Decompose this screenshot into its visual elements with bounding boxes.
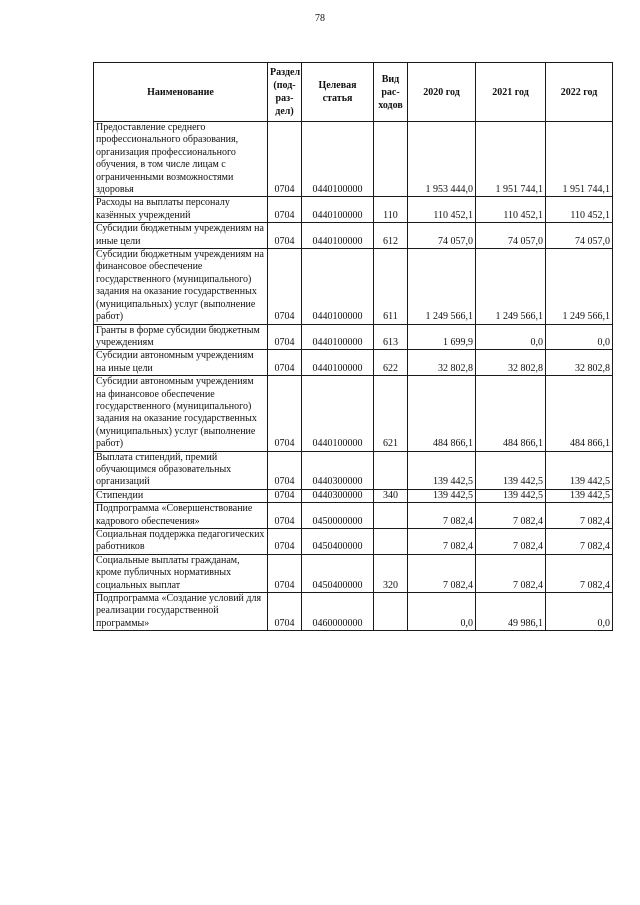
- cell-2021: 110 452,1: [476, 197, 546, 223]
- cell-section: 0704: [268, 529, 302, 555]
- cell-target: 0450400000: [302, 529, 374, 555]
- cell-section: 0704: [268, 223, 302, 249]
- cell-2022: 1 249 566,1: [546, 249, 613, 324]
- cell-2020: 74 057,0: [408, 223, 476, 249]
- table-row: [94, 324, 613, 350]
- cell-expense-type: 110: [374, 197, 408, 223]
- cell-expense-type: [374, 122, 408, 197]
- table-row: [94, 197, 613, 223]
- page-number: 78: [315, 13, 325, 24]
- cell-section: 0704: [268, 451, 302, 489]
- cell-target: 0440100000: [302, 350, 374, 376]
- cell-2021: 1 951 744,1: [476, 122, 546, 197]
- header-2022: 2022 год: [546, 63, 613, 122]
- cell-2021: 7 082,4: [476, 503, 546, 529]
- cell-2022: 32 802,8: [546, 350, 613, 376]
- cell-section: 0704: [268, 122, 302, 197]
- cell-expense-type: [374, 503, 408, 529]
- cell-2021: 0,0: [476, 324, 546, 350]
- cell-name: Гранты в форме субсидии бюджетным учреждениям: [94, 324, 268, 350]
- cell-name: Социальная поддержка педагогических работников: [94, 529, 268, 555]
- cell-section: 0704: [268, 489, 302, 502]
- table-row: [94, 223, 613, 249]
- cell-2020: 139 442,5: [408, 489, 476, 502]
- cell-expense-type: 340: [374, 489, 408, 502]
- cell-section: 0704: [268, 554, 302, 592]
- cell-section: 0704: [268, 593, 302, 631]
- cell-target: 0440100000: [302, 376, 374, 451]
- cell-target: 0440100000: [302, 324, 374, 350]
- table-row: [94, 503, 613, 529]
- cell-name: Субсидии автономным учреждениям на иные цели: [94, 350, 268, 376]
- cell-2020: 1 953 444,0: [408, 122, 476, 197]
- cell-section: 0704: [268, 197, 302, 223]
- cell-name: Выплата стипендий, премий обучающимся образовательных организаций: [94, 451, 268, 489]
- cell-2022: 1 951 744,1: [546, 122, 613, 197]
- table-row: [94, 249, 613, 324]
- cell-2022: 0,0: [546, 324, 613, 350]
- cell-2021: 1 249 566,1: [476, 249, 546, 324]
- cell-2021: 74 057,0: [476, 223, 546, 249]
- budget-table: [93, 62, 613, 631]
- cell-target: 0450000000: [302, 503, 374, 529]
- cell-expense-type: 320: [374, 554, 408, 592]
- cell-2022: 110 452,1: [546, 197, 613, 223]
- cell-2022: 7 082,4: [546, 529, 613, 555]
- cell-2022: 484 866,1: [546, 376, 613, 451]
- table-row: [94, 529, 613, 555]
- cell-2020: 484 866,1: [408, 376, 476, 451]
- cell-2020: 32 802,8: [408, 350, 476, 376]
- cell-target: 0440300000: [302, 489, 374, 502]
- cell-section: 0704: [268, 376, 302, 451]
- cell-expense-type: [374, 593, 408, 631]
- cell-section: 0704: [268, 324, 302, 350]
- table-row: [94, 554, 613, 592]
- cell-2020: 0,0: [408, 593, 476, 631]
- cell-2020: 7 082,4: [408, 529, 476, 555]
- cell-name: Стипендии: [94, 489, 268, 502]
- cell-target: 0450400000: [302, 554, 374, 592]
- header-2020: 2020 год: [408, 63, 476, 122]
- header-2021: 2021 год: [476, 63, 546, 122]
- header-section: Раздел (под-раз-дел): [268, 63, 302, 122]
- cell-expense-type: 611: [374, 249, 408, 324]
- cell-name: Социальные выплаты гражданам, кроме публичных нормативных социальных выплат: [94, 554, 268, 592]
- cell-name: Субсидии автономным учреждениям на финансовое обеспечение государственного (муниципального) задания на оказание государственных (муниципальных) услуг (выполнение работ): [94, 376, 268, 451]
- cell-name: Подпрограмма «Совершенствование кадрового обеспечения»: [94, 503, 268, 529]
- cell-section: 0704: [268, 249, 302, 324]
- cell-name: Расходы на выплаты персоналу казённых учреждений: [94, 197, 268, 223]
- cell-2021: 7 082,4: [476, 554, 546, 592]
- header-expense-type: Вид рас-ходов: [374, 63, 408, 122]
- table-row: [94, 350, 613, 376]
- cell-2021: 7 082,4: [476, 529, 546, 555]
- cell-expense-type: [374, 529, 408, 555]
- cell-2020: 1 249 566,1: [408, 249, 476, 324]
- table-row: [94, 122, 613, 197]
- table-row: [94, 593, 613, 631]
- table-row: [94, 489, 613, 502]
- cell-section: 0704: [268, 503, 302, 529]
- cell-name: Субсидии бюджетным учреждениям на финансовое обеспечение государственного (муниципального) задания на оказание государственных (муниципальных) услуг (выполнение работ): [94, 249, 268, 324]
- cell-target: 0440100000: [302, 122, 374, 197]
- cell-2022: 74 057,0: [546, 223, 613, 249]
- cell-expense-type: 622: [374, 350, 408, 376]
- cell-2022: 139 442,5: [546, 489, 613, 502]
- table-row: [94, 451, 613, 489]
- cell-target: 0440100000: [302, 197, 374, 223]
- cell-target: 0460000000: [302, 593, 374, 631]
- cell-2020: 7 082,4: [408, 554, 476, 592]
- cell-target: 0440300000: [302, 451, 374, 489]
- cell-2021: 139 442,5: [476, 489, 546, 502]
- cell-name: Подпрограмма «Создание условий для реализации государственной программы»: [94, 593, 268, 631]
- cell-2021: 49 986,1: [476, 593, 546, 631]
- header-row: [94, 63, 613, 122]
- cell-expense-type: 621: [374, 376, 408, 451]
- cell-target: 0440100000: [302, 249, 374, 324]
- table-row: [94, 376, 613, 451]
- cell-2022: 139 442,5: [546, 451, 613, 489]
- cell-2021: 32 802,8: [476, 350, 546, 376]
- cell-expense-type: [374, 451, 408, 489]
- cell-2022: 7 082,4: [546, 503, 613, 529]
- header-target: Целевая статья: [302, 63, 374, 122]
- cell-name: Предоставление среднего профессионального образования, организация профессионального обучения, в том числе лицам с ограниченными возможностями здоровья: [94, 122, 268, 197]
- cell-2020: 7 082,4: [408, 503, 476, 529]
- cell-2022: 0,0: [546, 593, 613, 631]
- cell-2020: 1 699,9: [408, 324, 476, 350]
- cell-2022: 7 082,4: [546, 554, 613, 592]
- cell-expense-type: 612: [374, 223, 408, 249]
- cell-2020: 139 442,5: [408, 451, 476, 489]
- cell-2020: 110 452,1: [408, 197, 476, 223]
- cell-name: Субсидии бюджетным учреждениям на иные цели: [94, 223, 268, 249]
- cell-target: 0440100000: [302, 223, 374, 249]
- cell-expense-type: 613: [374, 324, 408, 350]
- cell-2021: 484 866,1: [476, 376, 546, 451]
- cell-2021: 139 442,5: [476, 451, 546, 489]
- header-name: Наименование: [94, 63, 268, 122]
- cell-section: 0704: [268, 350, 302, 376]
